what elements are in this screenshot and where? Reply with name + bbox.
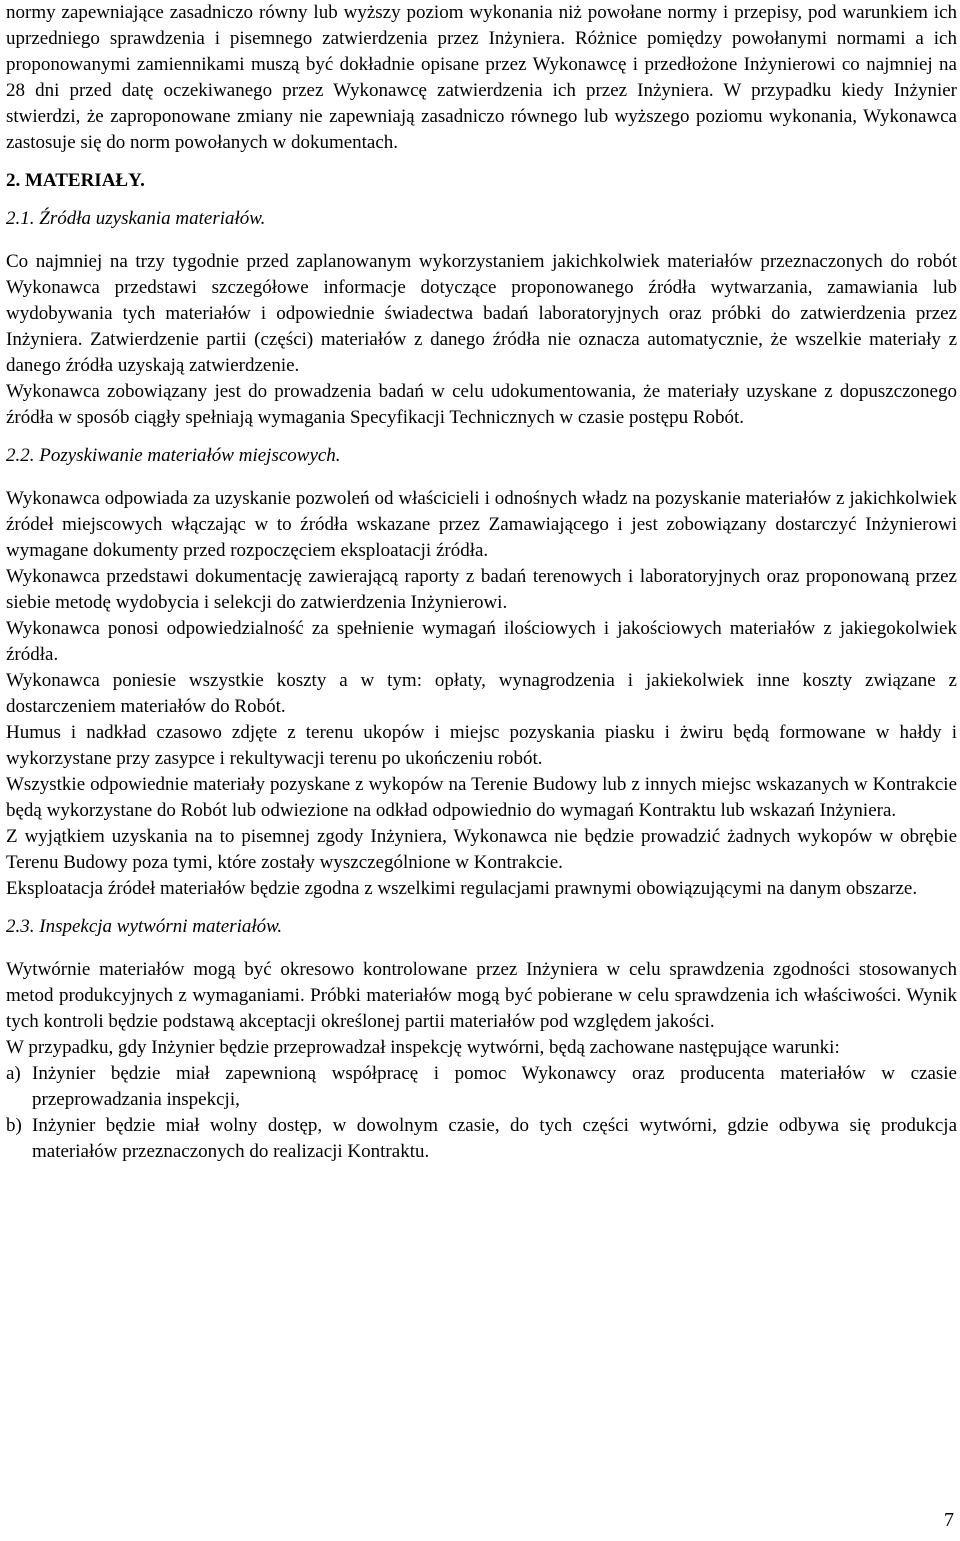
list-item (6, 1061, 957, 1113)
paragraph-norms: normy zapewniające zasadniczo równy lub wyższy poziom wykonania niż powołane normy i przepisy, pod warunkiem ich uprzedniego sprawdzenia i pisemnego zatwierdzenia przez Inżyniera. Różnice pomiędzy powołanymi normami a ich proponowanymi zamiennikami muszą być dokładnie opisane przez Wykonawcę i przedłożone Inżynierowi co najmniej na 28 dni przed datę oczekiwanego przez Wykonawcę zatwierdzenia ich przez Inżyniera. W przypadku kiedy Inżynier stwierdzi, że zaproponowane zmiany nie zapewniają zasadniczo równego lub wyższego poziomu wykonania, Wykonawca zastosuje się do norm powołanych w dokumentach. (6, 2, 957, 153)
paragraph-2-2-f: Wszystkie odpowiednie materiały pozyskane z wykopów na Terenie Budowy lub z innych miejsc wskazanych w Kontrakcie będą wykorzystane do Robót lub odwiezione na odkład odpowiednio do wymagań Kontraktu lub wskazań Inżyniera. (6, 774, 957, 821)
paragraph-2-2-e: Humus i nadkład czasowo zdjęte z terenu ukopów i miejsc pozyskania piasku i żwiru będą formowane w hałdy i wykorzystane przy zasypce i rekultywacji terenu po ukończeniu robót. (6, 722, 957, 769)
subsection-heading-2-2: 2.2. Pozyskiwanie materiałów miejscowych. (6, 445, 341, 466)
document-page (6, 0, 957, 1165)
paragraph-2-2-d: Wykonawca poniesie wszystkie koszty a w tym: opłaty, wynagrodzenia i jakiekolwiek inne koszty związane z dostarczeniem materiałów do Robót. (6, 670, 957, 717)
subsection-heading-2-3: 2.3. Inspekcja wytwórni materiałów. (6, 916, 283, 937)
list-marker: b) (6, 1115, 22, 1136)
page-number: 7 (944, 1509, 954, 1531)
list-item (6, 1113, 957, 1165)
subsection-heading-2-1: 2.1. Źródła uzyskania materiałów. (6, 208, 266, 229)
list-marker: a) (6, 1063, 21, 1084)
paragraph-2-2-b: Wykonawca przedstawi dokumentację zawierającą raporty z badań terenowych i laboratoryjnych oraz proponowaną przez siebie metodę wydobycia i selekcji do zatwierdzenia Inżynierowi. (6, 566, 957, 613)
paragraph-2-1-a: Co najmniej na trzy tygodnie przed zaplanowanym wykorzystaniem jakichkolwiek materiałów przeznaczonych do robót Wykonawca przedstawi szczegółowe informacje dotyczące proponowanego źródła wytwarzania, zamawiania lub wydobywania tych materiałów i odpowiednie świadectwa badań laboratoryjnych oraz próbki do zatwierdzenia przez Inżyniera. Zatwierdzenie partii (części) materiałów z danego źródła nie oznacza automatycznie, że wszelkie materiały z danego źródła uzyskają zatwierdzenie. (6, 251, 957, 376)
paragraph-2-2-h: Eksploatacja źródeł materiałów będzie zgodna z wszelkimi regulacjami prawnymi obowiązującymi na danym obszarze. (6, 878, 918, 899)
section-heading-materials: 2. MATERIAŁY. (6, 170, 145, 191)
paragraph-2-3-b: W przypadku, gdy Inżynier będzie przeprowadzał inspekcję wytwórni, będą zachowane następujące warunki: (6, 1037, 840, 1058)
paragraph-2-3-a: Wytwórnie materiałów mogą być okresowo kontrolowane przez Inżyniera w celu sprawdzenia zgodności stosowanych metod produkcyjnych z wymaganiami. Próbki materiałów mogą być pobierane w celu sprawdzenia ich właściwości. Wynik tych kontroli będzie podstawą akceptacji określonej partii materiałów pod względem jakości. (6, 959, 957, 1032)
paragraph-2-1-b: Wykonawca zobowiązany jest do prowadzenia badań w celu udokumentowania, że materiały uzyskane z dopuszczonego źródła w sposób ciągły spełniają wymagania Specyfikacji Technicznych w czasie postępu Robót. (6, 381, 957, 428)
list-item-text: Inżynier będzie miał wolny dostęp, w dowolnym czasie, do tych części wytwórni, gdzie odbywa się produkcja materiałów przeznaczonych do realizacji Kontraktu. (32, 1115, 957, 1162)
paragraph-2-2-a: Wykonawca odpowiada za uzyskanie pozwoleń od właścicieli i odnośnych władz na pozyskanie materiałów z jakichkolwiek źródeł miejscowych włączając w to źródła wskazane przez Zamawiającego i jest zobowiązany dostarczyć Inżynierowi wymagane dokumenty przed rozpoczęciem eksploatacji źródła. (6, 488, 957, 561)
paragraph-2-2-c: Wykonawca ponosi odpowiedzialność za spełnienie wymagań ilościowych i jakościowych materiałów z jakiegokolwiek źródła. (6, 618, 957, 665)
paragraph-2-2-g: Z wyjątkiem uzyskania na to pisemnej zgody Inżyniera, Wykonawca nie będzie prowadzić żadnych wykopów w obrębie Terenu Budowy poza tymi, które zostały wyszczególnione w Kontrakcie. (6, 826, 957, 873)
list-item-text: Inżynier będzie miał zapewnioną współpracę i pomoc Wykonawcy oraz producenta materiałów w czasie przeprowadzania inspekcji, (32, 1063, 957, 1110)
